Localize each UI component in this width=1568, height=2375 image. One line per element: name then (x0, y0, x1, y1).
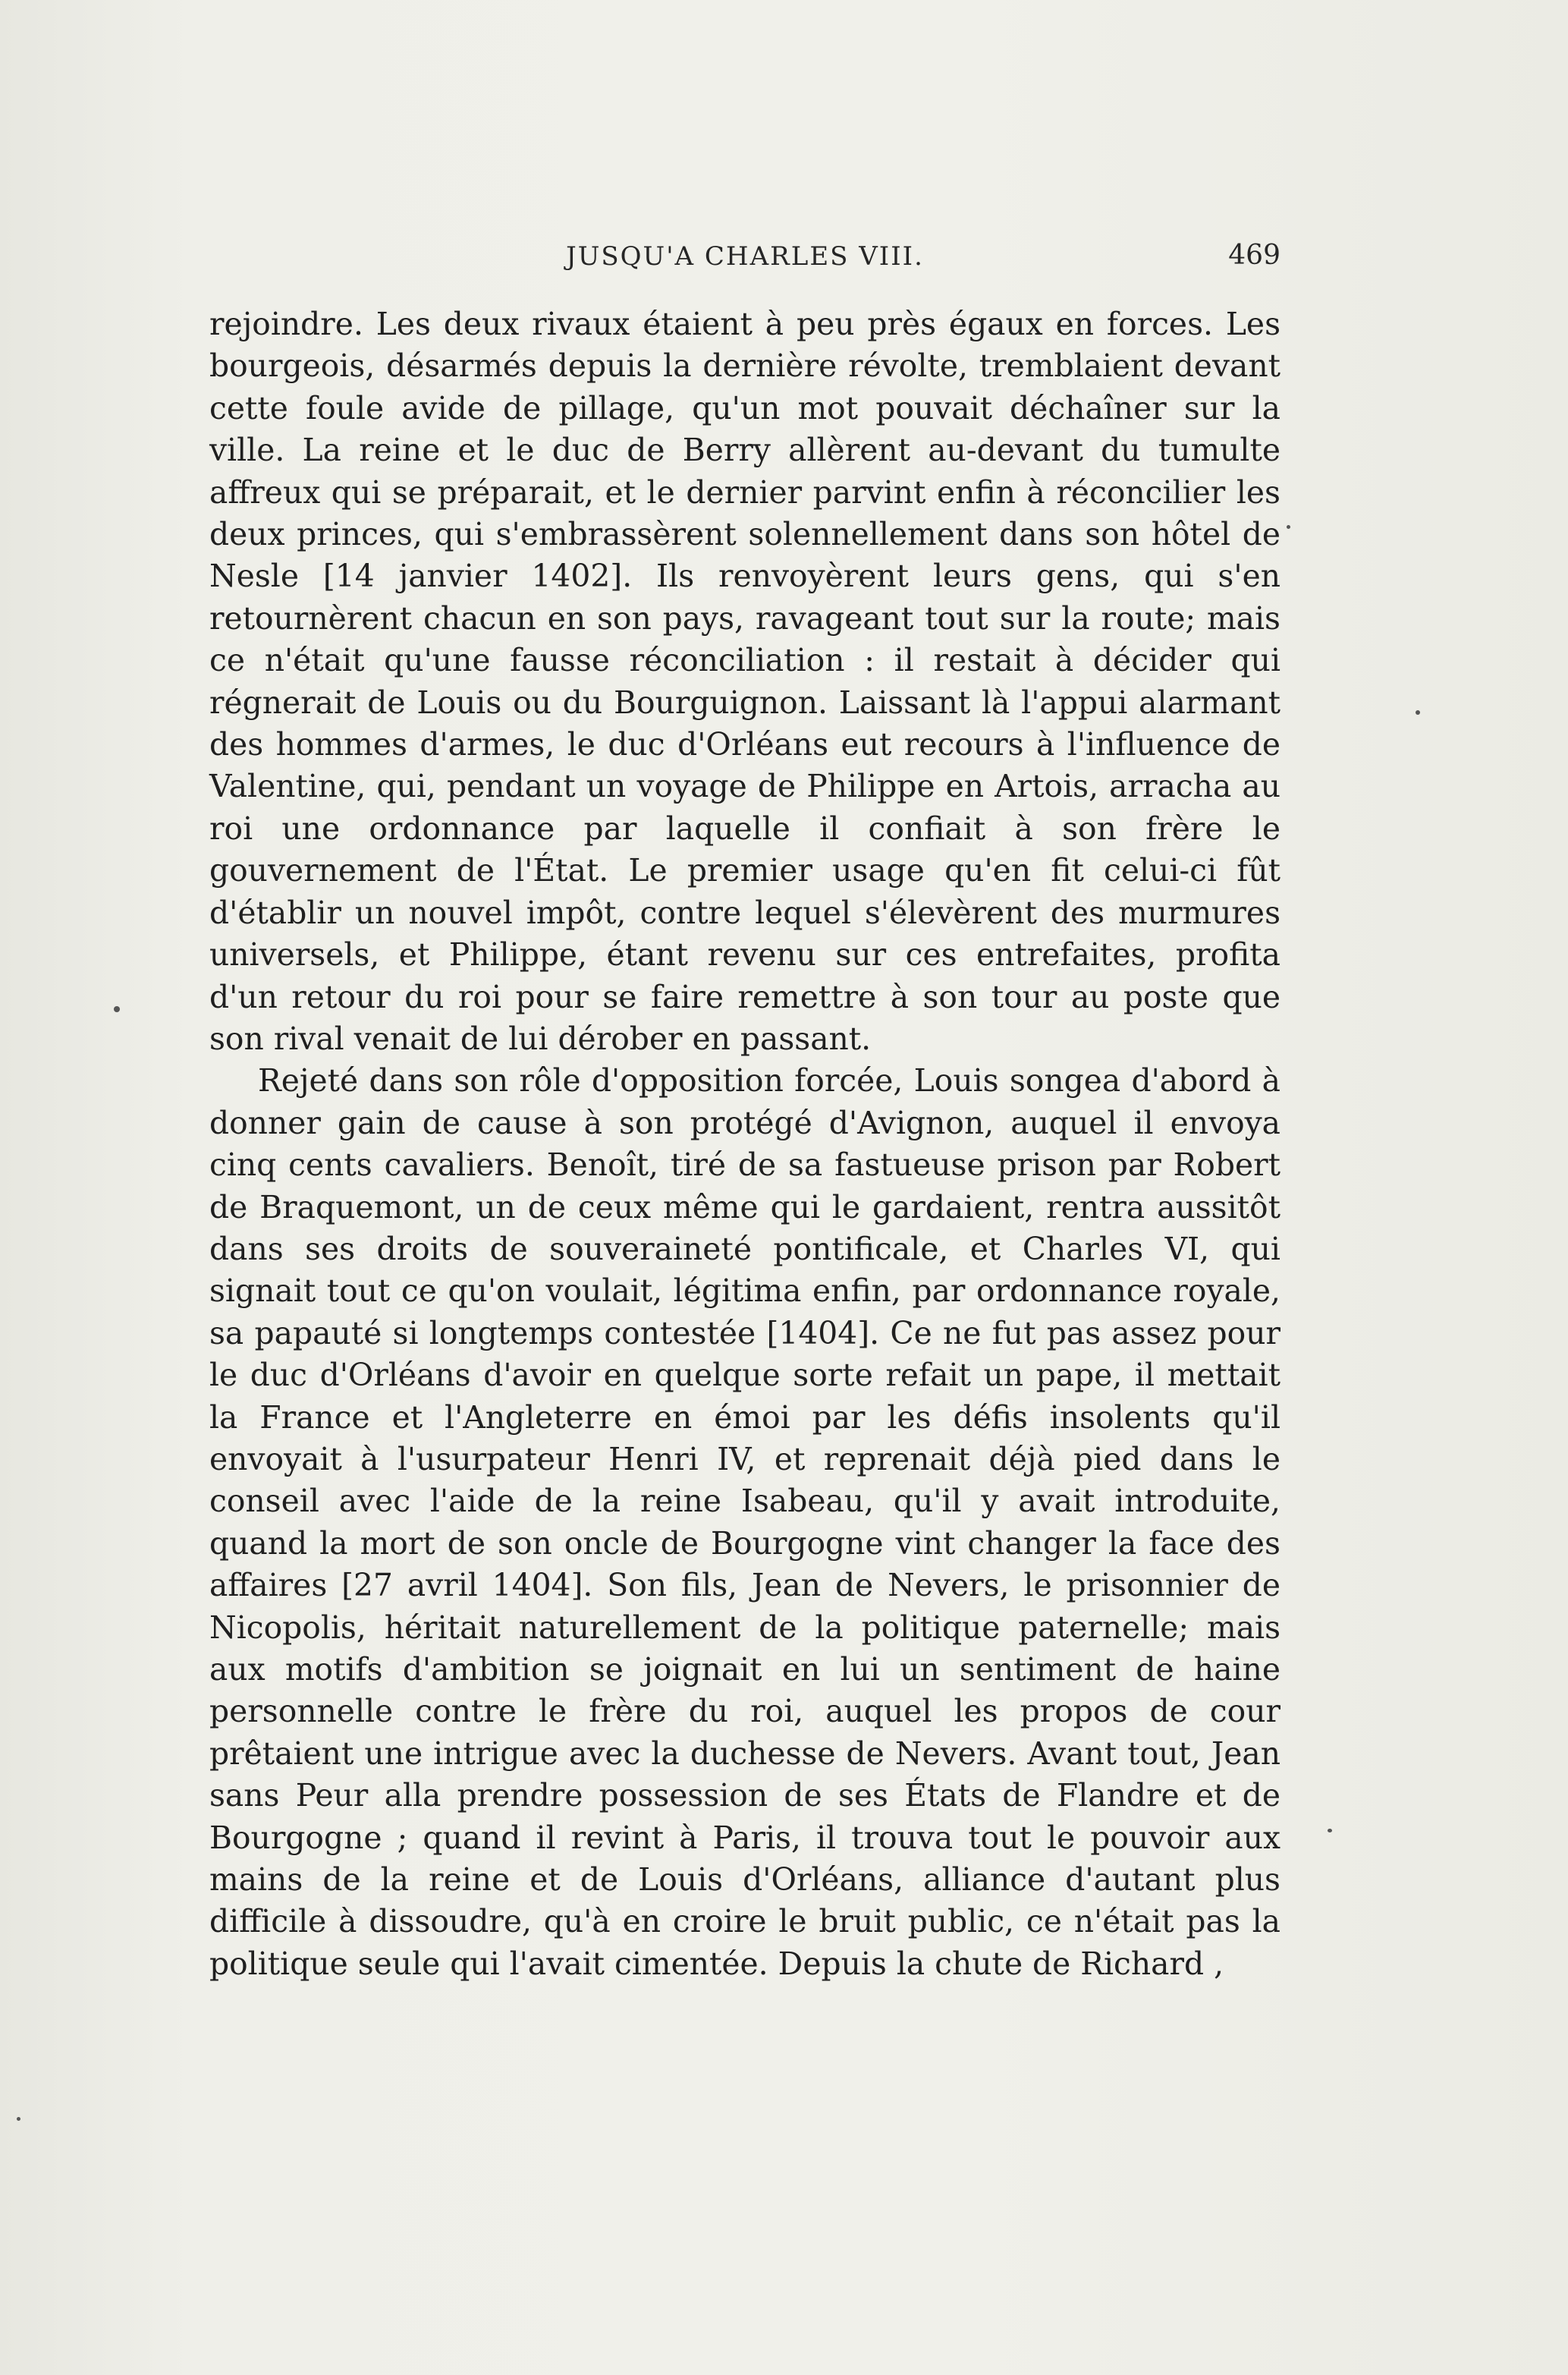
body-text (209, 304, 1280, 1985)
paper-speck (1287, 525, 1290, 529)
paper-speck (17, 2117, 20, 2121)
paper-speck (1416, 710, 1420, 715)
paper-speck (114, 1006, 120, 1012)
page-number: 469 (1228, 240, 1280, 271)
paragraph-1: rejoindre. Les deux rivaux étaient à peu près égaux en forces. Les bourgeois, désarmés depuis la dernière révolte, tremblaient devant cette foule avide de pillage, qu'un mot pouvait déchaîner sur la ville. La reine et le duc de Berry allèrent au-devant du tumulte affreux qui se préparait, et le dernier parvint enfin à réconcilier les deux princes, qui s'embrassèrent solennellement dans son hôtel de Nesle [14 janvier 1402]. Ils renvoyèrent leurs gens, qui s'en retournèrent chacun en son pays, ravageant tout sur la route; mais ce n'était qu'une fausse réconciliation : il restait à décider qui régnerait de Louis ou du Bourguignon. Laissant là l'appui alarmant des hommes d'armes, le duc d'Orléans eut recours à l'influence de Valentine, qui, pendant un voyage de Philippe en Artois, arracha au roi une ordonnance par laquelle il confiait à son frère le gouvernement de l'État. Le premier usage qu'en fit celui-ci fût d'établir un nouvel impôt, contre lequel s'élevèrent des murmures universels, et Philippe, étant revenu sur ces entrefaites, profita d'un retour du roi pour se faire remettre à son tour au poste que son rival venait de lui dérober en passant. (209, 306, 1280, 1057)
running-title: JUSQU'A CHARLES VIII. (566, 241, 924, 272)
paragraph-2: Rejeté dans son rôle d'opposition forcée, Louis songea d'abord à donner gain de cause à son protégé d'Avignon, auquel il envoya cinq cents cavaliers. Benoît, tiré de sa fastueuse prison par Robert de Braquemont, un de ceux même qui le gardaient, rentra aussitôt dans ses droits de souveraineté pontificale, et Charles VI, qui signait tout ce qu'on voulait, légitima enfin, par ordonnance royale, sa papauté si longtemps contestée [1404]. Ce ne fut pas assez pour le duc d'Orléans d'avoir en quelque sorte refait un pape, il mettait la France et l'Angleterre en émoi par les défis insolents qu'il envoyait à l'usurpateur Henri IV, et reprenait déjà pied dans le conseil avec l'aide de la reine Isabeau, qu'il y avait introduite, quand la mort de son oncle de Bourgogne vint changer la face des affaires [27 avril 1404]. Son fils, Jean de Nevers, le prisonnier de Nicopolis, héritait naturellement de la politique paternelle; mais aux motifs d'ambition se joignait en lui un sentiment de haine personnelle contre le frère du roi, auquel les propos de cour prêtaient une intrigue avec la duchesse de Nevers. Avant tout, Jean sans Peur alla prendre possession de ses États de Flandre et de Bourgogne ; quand il revint à Paris, il trouva tout le pouvoir aux mains de la reine et de Louis d'Orléans, alliance d'autant plus difficile à dissoudre, qu'à en croire le bruit public, ce n'était pas la politique seule qui l'avait cimentée. Depuis la chute de Richard , (209, 1062, 1280, 1982)
paper-speck (1328, 1829, 1332, 1832)
page-header (209, 235, 1280, 281)
